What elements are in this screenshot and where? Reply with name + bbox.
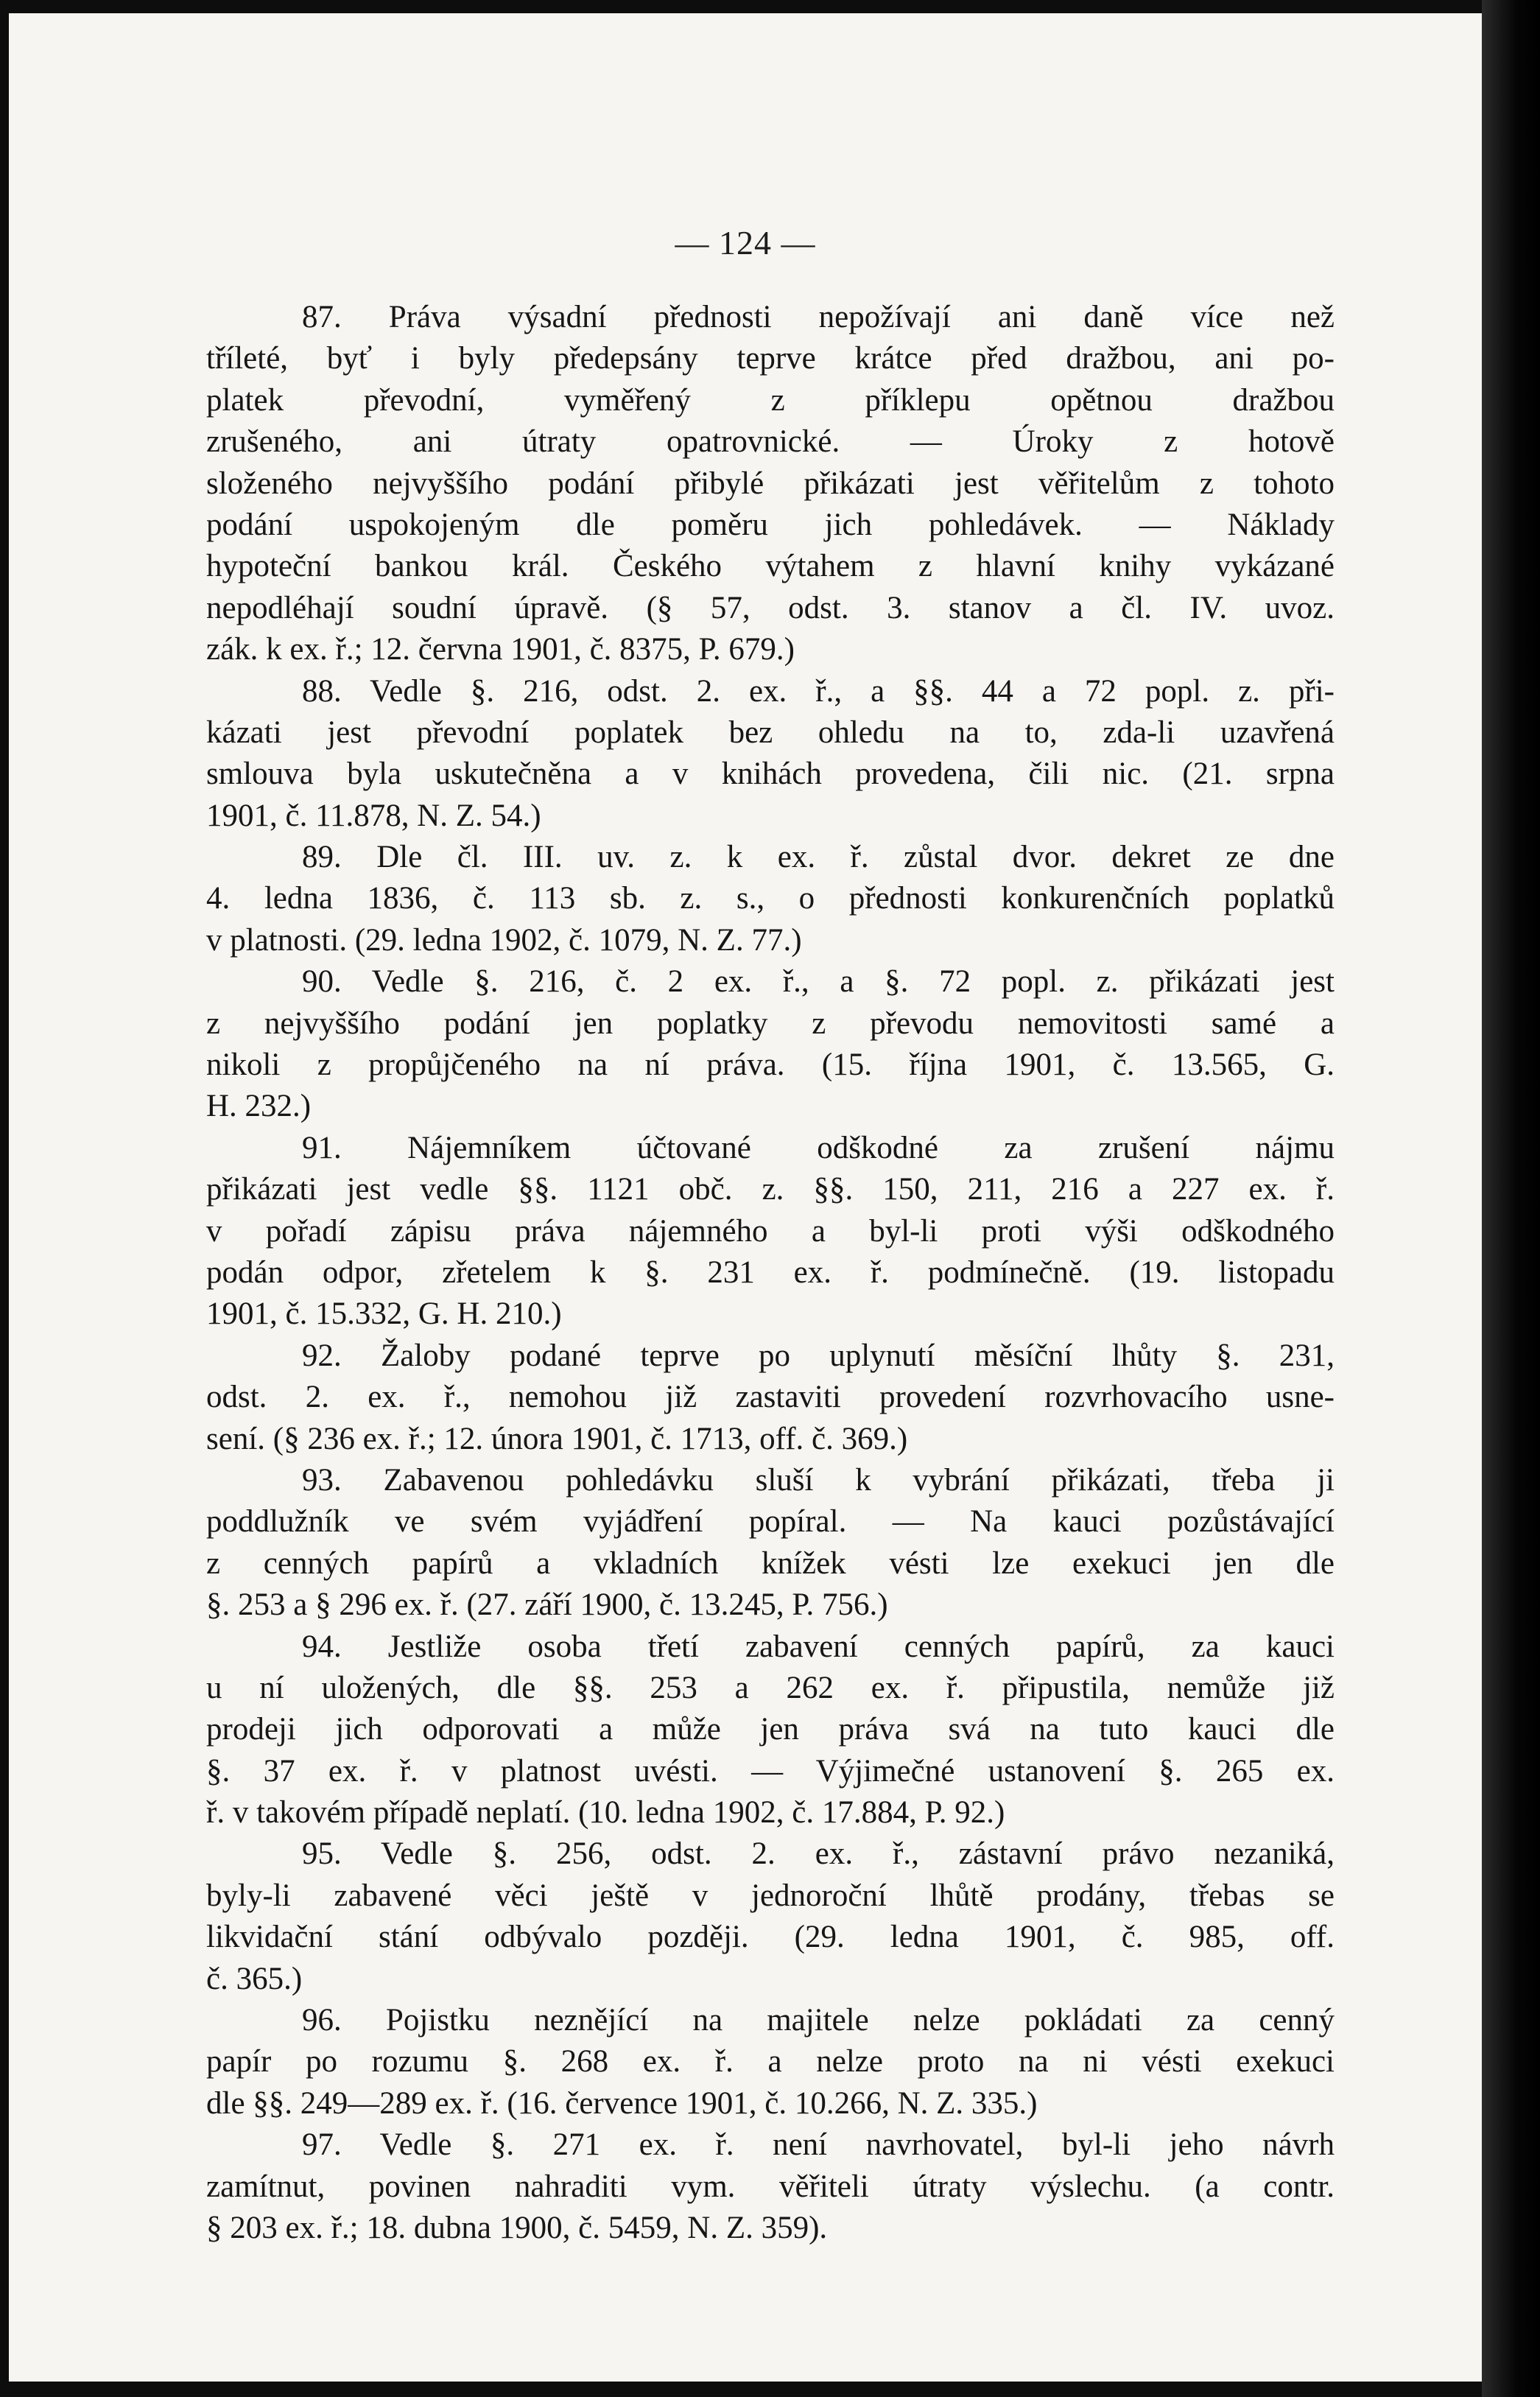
text-line: zák. k ex. ř.; 12. června 1901, č. 8375, P. 679.) bbox=[206, 632, 795, 667]
body-text bbox=[206, 297, 1335, 2249]
text-line: 1901, č. 15.332, G. H. 210.) bbox=[206, 1296, 562, 1332]
text-line: zrušeného, ani útraty opatrovnické. — Úroky z hotově bbox=[206, 424, 1335, 460]
text-line: z nejvyššího podání jen poplatky z převodu nemovitosti samé a bbox=[206, 1006, 1335, 1041]
text-line: 96. Pojistku neznějící na majitele nelze pokládati za cenný bbox=[302, 2003, 1335, 2038]
text-line: § 203 ex. ř.; 18. dubna 1900, č. 5459, N. Z. 359). bbox=[206, 2210, 828, 2245]
text-line: 95. Vedle §. 256, odst. 2. ex. ř., zástavní právo nezaniká, bbox=[302, 1836, 1335, 1872]
text-line: smlouva byla uskutečněna a v knihách provedena, čili nic. (21. srpna bbox=[206, 757, 1335, 792]
text-line: poddlužník ve svém vyjádření popíral. — Na kauci pozůstávající bbox=[206, 1504, 1335, 1540]
text-line: u ní uložených, dle §§. 253 a 262 ex. ř. připustila, nemůže již bbox=[206, 1670, 1335, 1705]
text-line: nepodléhají soudní úpravě. (§ 57, odst. 3. stanov a čl. IV. uvoz. bbox=[206, 590, 1335, 625]
text-line: 97. Vedle §. 271 ex. ř. není navrhovatel, byl-li jeho návrh bbox=[302, 2127, 1335, 2163]
text-line: č. 365.) bbox=[206, 1961, 303, 1996]
text-line: platek převodní, vyměřený z příklepu opětnou dražbou bbox=[206, 382, 1335, 418]
text-line: hypoteční bankou král. Českého výtahem z hlavní knihy vykázané bbox=[206, 549, 1335, 584]
text-line: §. 253 a § 296 ex. ř. (27. září 1900, č. 13.245, P. 756.) bbox=[206, 1587, 888, 1623]
text-line: 88. Vedle §. 216, odst. 2. ex. ř., a §§. 44 a 72 popl. z. při- bbox=[302, 673, 1335, 709]
page-number: — 124 — bbox=[675, 224, 816, 262]
text-line: byly-li zabavené věci ještě v jednoroční lhůtě prodány, třebas se bbox=[206, 1878, 1335, 1913]
text-line: 1901, č. 11.878, N. Z. 54.) bbox=[206, 798, 541, 833]
text-line: papír po rozumu §. 268 ex. ř. a nelze proto na ni vésti exekuci bbox=[206, 2044, 1335, 2080]
text-line: 90. Vedle §. 216, č. 2 ex. ř., a §. 72 popl. z. přikázati jest bbox=[302, 964, 1335, 1000]
text-line: sení. (§ 236 ex. ř.; 12. února 1901, č. 1713, off. č. 369.) bbox=[206, 1421, 908, 1456]
text-line: podán odpor, zřetelem k §. 231 ex. ř. podmínečně. (19. listopadu bbox=[206, 1254, 1335, 1290]
text-line: zamítnut, povinen nahraditi vym. věřiteli útraty výslechu. (a contr. bbox=[206, 2169, 1335, 2204]
text-line: 91. Nájemníkem účtované odškodné za zrušení nájmu bbox=[302, 1130, 1335, 1165]
text-line: z cenných papírů a vkladních knížek vésti lze exekuci jen dle bbox=[206, 1545, 1335, 1581]
text-line: prodeji jich odporovati a může jen práva svá na tuto kauci dle bbox=[206, 1712, 1335, 1747]
text-line: v pořadí zápisu práva nájemného a byl-li proti výši odškodného bbox=[206, 1213, 1335, 1249]
text-line: nikoli z propůjčeného na ní práva. (15. října 1901, č. 13.565, G. bbox=[206, 1047, 1335, 1083]
text-line: v platnosti. (29. ledna 1902, č. 1079, N. Z. 77.) bbox=[206, 922, 802, 958]
text-line: H. 232.) bbox=[206, 1089, 312, 1124]
text-line: §. 37 ex. ř. v platnost uvésti. — Výjimečné ustanovení §. 265 ex. bbox=[206, 1753, 1335, 1789]
text-line: likvidační stání odbývalo později. (29. ledna 1901, č. 985, off. bbox=[206, 1920, 1335, 1955]
text-line: kázati jest převodní poplatek bez ohledu na to, zda-li uzavřená bbox=[206, 715, 1335, 750]
text-line: podání uspokojeným dle poměru jich pohledávek. — Náklady bbox=[206, 507, 1335, 542]
text-line: 94. Jestliže osoba třetí zabavení cenných papírů, za kauci bbox=[302, 1629, 1335, 1664]
text-line: 4. ledna 1836, č. 113 sb. z. s., o přednosti konkurenčních poplatků bbox=[206, 881, 1335, 916]
text-line: tříleté, byť i byly předepsány teprve krátce před dražbou, ani po- bbox=[206, 341, 1335, 376]
text-line: přikázati jest vedle §§. 1121 obč. z. §§. 150, 211, 216 a 227 ex. ř. bbox=[206, 1172, 1335, 1207]
text-line: 89. Dle čl. III. uv. z. k ex. ř. zůstal dvor. dekret ze dne bbox=[302, 840, 1335, 875]
text-line: složeného nejvyššího podání přibylé přikázati jest věřitelům z tohoto bbox=[206, 466, 1335, 501]
text-line: 93. Zabavenou pohledávku sluší k vybrání přikázati, třeba ji bbox=[302, 1462, 1335, 1498]
text-line: 87. Práva výsadní přednosti nepožívají ani daně více než bbox=[302, 300, 1335, 334]
text-line: ř. v takovém případě neplatí. (10. ledna 1902, č. 17.884, P. 92.) bbox=[206, 1795, 1005, 1831]
text-line: dle §§. 249—289 ex. ř. (16. července 1901, č. 10.266, N. Z. 335.) bbox=[206, 2085, 1038, 2121]
book-page bbox=[9, 13, 1482, 2382]
text-line: odst. 2. ex. ř., nemohou již zastaviti provedení rozvrhovacího usne- bbox=[206, 1380, 1335, 1415]
text-line: 92. Žaloby podané teprve po uplynutí měsíční lhůty §. 231, bbox=[302, 1338, 1335, 1373]
scan-edge bbox=[1482, 0, 1540, 2397]
